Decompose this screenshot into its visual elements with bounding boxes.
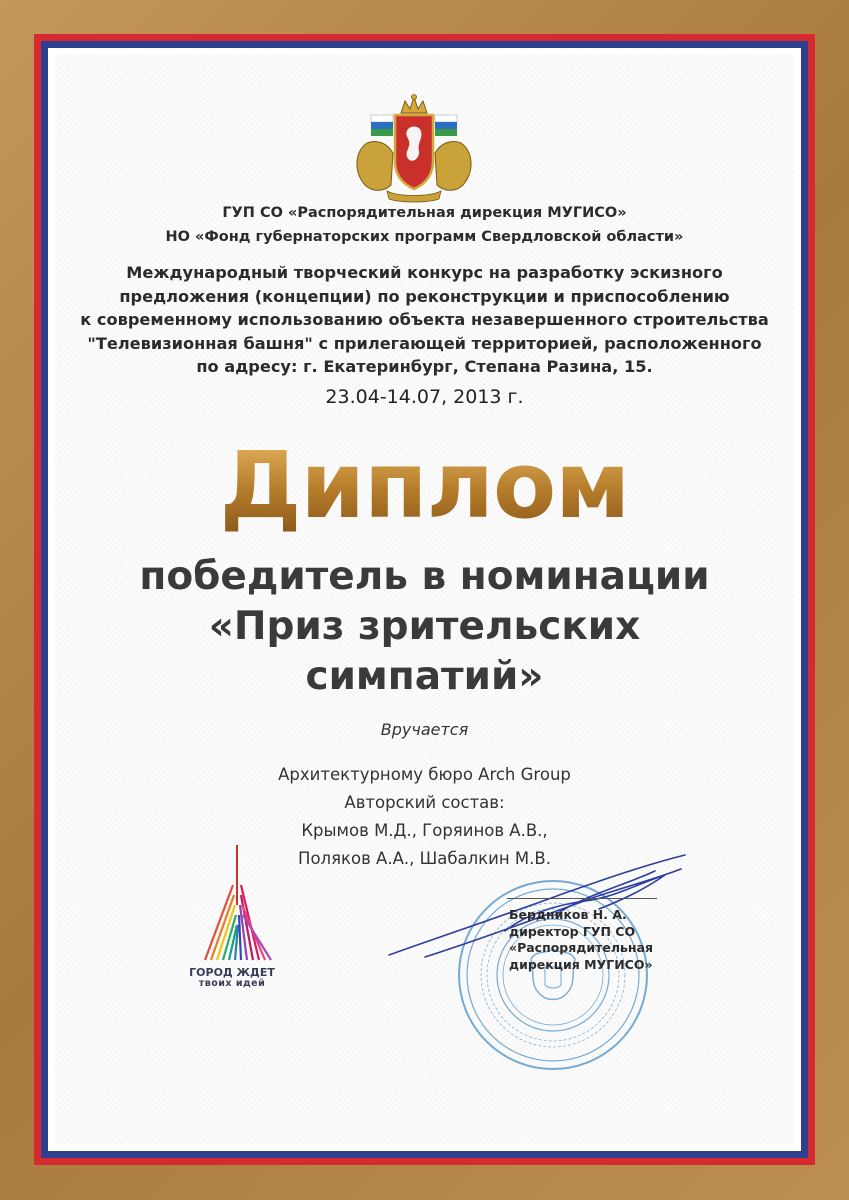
signer-org-line-2: дирекция МУГИСО» bbox=[509, 956, 653, 972]
signature-line bbox=[507, 898, 657, 899]
recipient-line-2: Авторский состав: bbox=[344, 793, 505, 812]
diploma-title: Диплом bbox=[55, 440, 794, 532]
contest-line-3: к современному использованию объекта незавершенного строительства bbox=[80, 310, 769, 329]
recipient-line-3: Крымов М.Д., Горяинов А.В., bbox=[301, 821, 548, 840]
contest-line-2: предложения (концепции) по реконструкции и приспособлению bbox=[119, 286, 730, 306]
organization-line-1: ГУП СО «Распорядительная дирекция МУГИСО» bbox=[222, 205, 627, 221]
contest-line-5: по адресу: г. Екатеринбург, Степана Разина, 15. bbox=[196, 357, 653, 376]
contest-line-4: "Телевизионная башня" с прилегающей территорией, расположенного bbox=[87, 333, 762, 353]
nomination-line-2: «Приз зрительских bbox=[208, 604, 641, 649]
city-logo-line-2: твоих идей bbox=[198, 978, 266, 989]
nomination-line-1: победитель в номинации bbox=[139, 554, 710, 599]
diploma-sheet bbox=[55, 55, 794, 1144]
coat-of-arms-icon bbox=[347, 93, 481, 203]
contest-description bbox=[55, 261, 794, 379]
nomination bbox=[55, 552, 794, 702]
awarded-label: Вручается bbox=[380, 720, 469, 739]
signer-org-line-1: «Распорядительная bbox=[509, 940, 654, 955]
signer-block bbox=[509, 907, 709, 973]
signer-name: Бердников Н. А. bbox=[509, 907, 627, 922]
contest-line-1: Международный творческий конкурс на разработку эскизного bbox=[126, 263, 723, 282]
contest-dates: 23.04-14.07, 2013 г. bbox=[325, 386, 524, 408]
organization-line-2: НО «Фонд губернаторских программ Свердловской области» bbox=[165, 229, 684, 245]
city-logo-text bbox=[177, 967, 287, 989]
nomination-line-3: симпатий» bbox=[305, 654, 544, 699]
signer-position: директор ГУП СО bbox=[509, 923, 636, 939]
recipient-line-4: Поляков А.А., Шабалкин М.В. bbox=[298, 849, 551, 868]
recipient-line-1: Архитектурному бюро Arch Group bbox=[278, 765, 571, 784]
city-logo-line-1: ГОРОД ЖДЕТ bbox=[189, 966, 275, 979]
